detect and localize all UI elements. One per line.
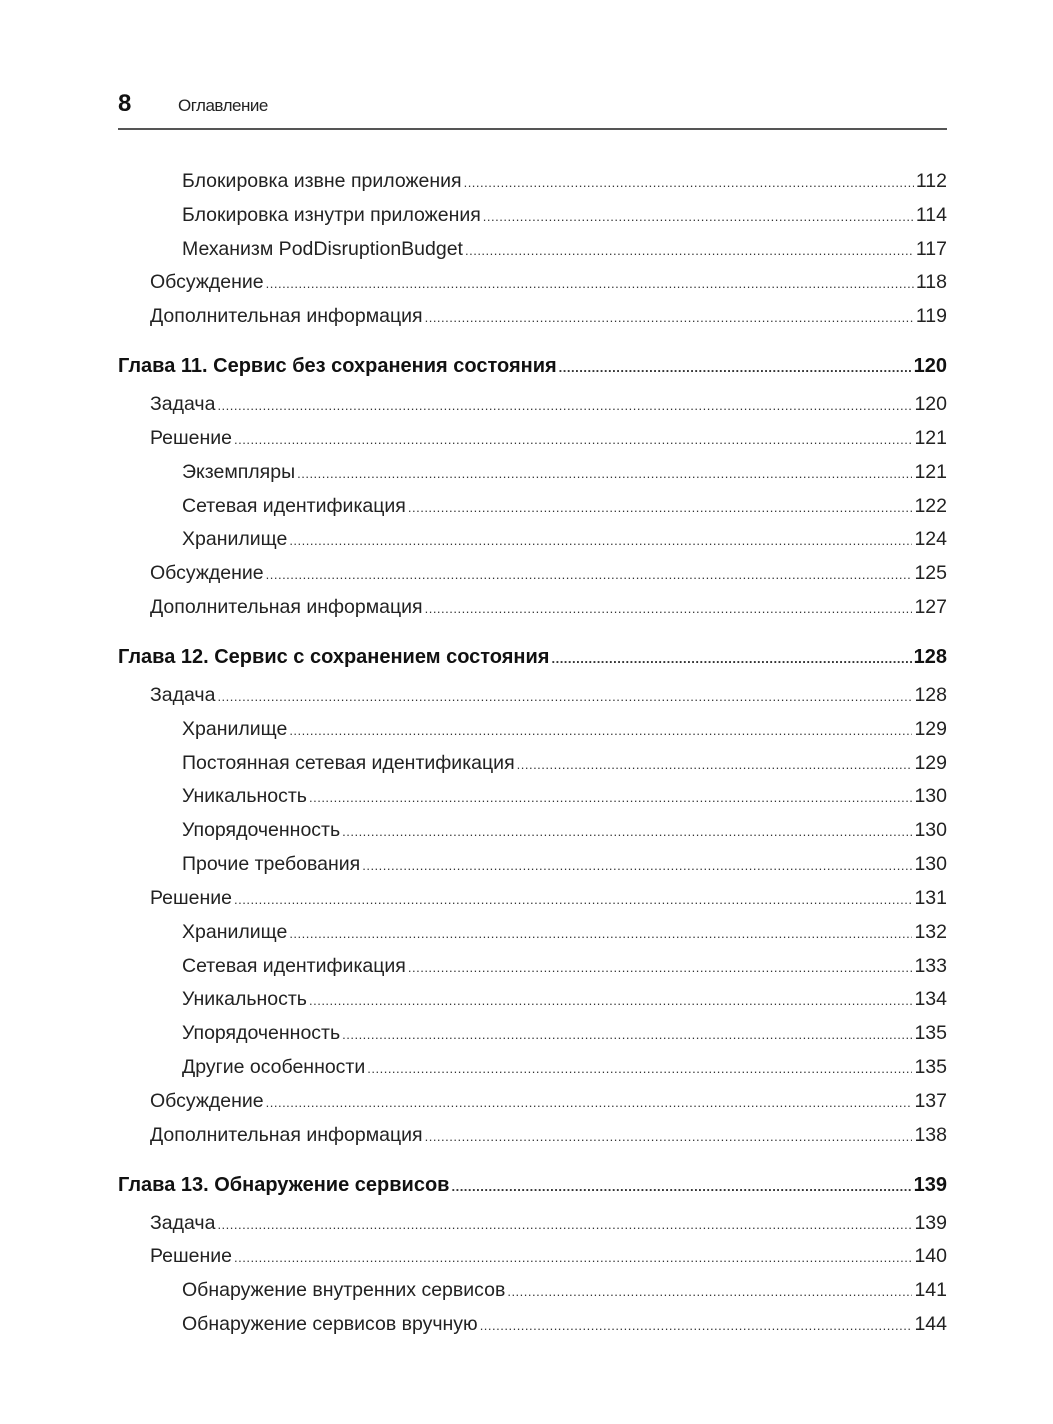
dot-leader — [217, 684, 912, 710]
toc-entry — [182, 716, 947, 742]
toc-entry-title: Сетевая идентификация — [182, 955, 406, 977]
toc-entry-page: 130 — [914, 785, 947, 807]
toc-entry — [150, 303, 947, 329]
toc-entry-title: Хранилище — [182, 921, 288, 943]
dot-leader — [367, 1056, 912, 1082]
toc-entry-page: 130 — [914, 819, 947, 841]
dot-leader — [289, 528, 912, 554]
toc-entry-title: Дополнительная информация — [150, 596, 423, 618]
toc-entry-title: Упорядоченность — [182, 819, 341, 841]
toc-entry — [182, 493, 947, 519]
toc-entry-page: 114 — [915, 204, 947, 226]
toc-entry — [182, 1054, 947, 1080]
toc-entry-title: Хранилище — [182, 528, 288, 550]
dot-leader — [289, 718, 912, 744]
toc-entry-page: 124 — [914, 528, 947, 550]
toc-chapter — [118, 1172, 947, 1198]
dot-leader — [309, 988, 912, 1014]
toc-entry-page: 131 — [914, 887, 947, 909]
toc-entry — [182, 953, 947, 979]
toc-entry — [182, 750, 947, 776]
toc-entry-page: 129 — [914, 718, 947, 740]
toc-entry-title: Задача — [150, 684, 216, 706]
toc-entry — [182, 168, 947, 194]
dot-leader — [217, 393, 912, 419]
toc-entry-page: 134 — [914, 988, 947, 1010]
toc-entry-page: 140 — [914, 1245, 947, 1267]
toc-entry-page: 127 — [914, 596, 947, 618]
page-header — [118, 88, 947, 130]
toc-entry-title: Решение — [150, 887, 232, 909]
dot-leader — [362, 853, 912, 879]
toc-entry-page: 132 — [914, 921, 947, 943]
toc-entry-page: 133 — [914, 955, 947, 977]
toc-entry-title: Механизм PodDisruptionBudget — [182, 238, 463, 260]
toc-entry-title: Задача — [150, 393, 216, 415]
toc-entry-page: 128 — [914, 684, 947, 706]
dot-leader — [234, 427, 912, 453]
toc-entry-page: 129 — [914, 752, 947, 774]
toc-entry-page: 120 — [914, 393, 947, 415]
dot-leader — [425, 305, 914, 331]
toc-entry — [150, 594, 947, 620]
toc-entry — [150, 391, 947, 417]
toc-entry-page: 122 — [914, 495, 947, 517]
toc-entry-page: 139 — [913, 1174, 947, 1196]
toc-entry-page: 138 — [914, 1124, 947, 1146]
toc-entry-title: Решение — [150, 1245, 232, 1267]
dot-leader — [266, 271, 914, 297]
toc-entry-title: Решение — [150, 427, 232, 449]
toc-entry-title: Обсуждение — [150, 1090, 264, 1112]
dot-leader — [289, 921, 912, 947]
toc-entry-page: 130 — [914, 853, 947, 875]
toc-entry — [182, 986, 947, 1012]
toc-entry-page: 120 — [913, 355, 947, 377]
toc-entry-page: 135 — [914, 1056, 947, 1078]
toc-entry-page: 135 — [914, 1022, 947, 1044]
dot-leader — [517, 752, 913, 778]
toc-entry — [182, 1277, 947, 1303]
toc-entry — [182, 851, 947, 877]
toc-entry-title: Блокировка извне приложения — [182, 170, 462, 192]
toc-entry — [150, 1088, 947, 1114]
dot-leader — [551, 646, 911, 672]
toc-entry-page: 137 — [914, 1090, 947, 1112]
toc-entry-title: Хранилище — [182, 718, 288, 740]
toc-entry — [182, 202, 947, 228]
toc-entry — [182, 526, 947, 552]
toc-entry-title: Глава 13. Обнаружение сервисов — [118, 1174, 450, 1196]
toc-entry — [182, 459, 947, 485]
dot-leader — [465, 238, 914, 264]
dot-leader — [408, 495, 913, 521]
dot-leader — [309, 785, 912, 811]
toc-entry-title: Обсуждение — [150, 271, 264, 293]
dot-leader — [342, 1022, 912, 1048]
toc-entry-title: Экземпляры — [182, 461, 296, 483]
toc-entry-page: 119 — [915, 305, 947, 327]
toc-chapter — [118, 353, 947, 379]
toc-entry-title: Задача — [150, 1212, 216, 1234]
toc-entry-title: Глава 11. Сервис без сохранения состояния — [118, 355, 557, 377]
toc-entry — [182, 236, 947, 262]
toc-entry — [150, 1210, 947, 1236]
toc-entry-title: Упорядоченность — [182, 1022, 341, 1044]
dot-leader — [425, 1124, 913, 1150]
toc-entry-page: 144 — [914, 1313, 947, 1335]
toc-entry-page: 121 — [914, 461, 947, 483]
toc-entry — [150, 560, 947, 586]
toc-entry — [150, 885, 947, 911]
dot-leader — [234, 1245, 912, 1271]
dot-leader — [217, 1212, 912, 1238]
dot-leader — [483, 204, 914, 230]
dot-leader — [266, 562, 913, 588]
toc-entry-title: Обнаружение внутренних сервисов — [182, 1279, 506, 1301]
toc-entry-page: 141 — [914, 1279, 947, 1301]
toc-entry — [182, 919, 947, 945]
dot-leader — [464, 170, 914, 196]
page-number: 8 — [118, 90, 132, 117]
toc-entry-title: Уникальность — [182, 988, 307, 1010]
toc-entry-page: 117 — [915, 238, 947, 260]
dot-leader — [451, 1174, 911, 1200]
toc-entry — [182, 817, 947, 843]
toc-entry-title: Блокировка изнутри приложения — [182, 204, 481, 226]
toc-entry-page: 112 — [915, 170, 947, 192]
toc-entry — [150, 269, 947, 295]
dot-leader — [480, 1313, 913, 1339]
toc-chapter — [118, 644, 947, 670]
toc-entry-title: Обсуждение — [150, 562, 264, 584]
running-title: Оглавление — [178, 96, 268, 115]
dot-leader — [266, 1090, 913, 1116]
toc-entry-title: Постоянная сетевая идентификация — [182, 752, 515, 774]
toc-entry — [182, 1311, 947, 1337]
toc-entry — [182, 1020, 947, 1046]
dot-leader — [559, 355, 912, 381]
toc-entry-page: 125 — [914, 562, 947, 584]
dot-leader — [297, 461, 912, 487]
toc-entry — [150, 1122, 947, 1148]
dot-leader — [342, 819, 912, 845]
dot-leader — [408, 955, 913, 981]
toc-entry-page: 118 — [915, 271, 947, 293]
toc-entry — [182, 783, 947, 809]
toc-entry-title: Сетевая идентификация — [182, 495, 406, 517]
dot-leader — [234, 887, 912, 913]
toc-entry-title: Обнаружение сервисов вручную — [182, 1313, 478, 1335]
toc-entry-page: 121 — [914, 427, 947, 449]
toc-entry-page: 128 — [913, 646, 947, 668]
toc-entry-title: Прочие требования — [182, 853, 361, 875]
dot-leader — [425, 596, 913, 622]
toc-entry-title: Дополнительная информация — [150, 1124, 423, 1146]
toc-entry-page: 139 — [914, 1212, 947, 1234]
toc-entry-title: Дополнительная информация — [150, 305, 423, 327]
toc-entry-title: Глава 12. Сервис с сохранением состояния — [118, 646, 550, 668]
toc-entry-title: Другие особенности — [182, 1056, 366, 1078]
toc-entry — [150, 1243, 947, 1269]
toc-entry — [150, 682, 947, 708]
toc-entry — [150, 425, 947, 451]
toc-entry-title: Уникальность — [182, 785, 307, 807]
dot-leader — [507, 1279, 912, 1305]
